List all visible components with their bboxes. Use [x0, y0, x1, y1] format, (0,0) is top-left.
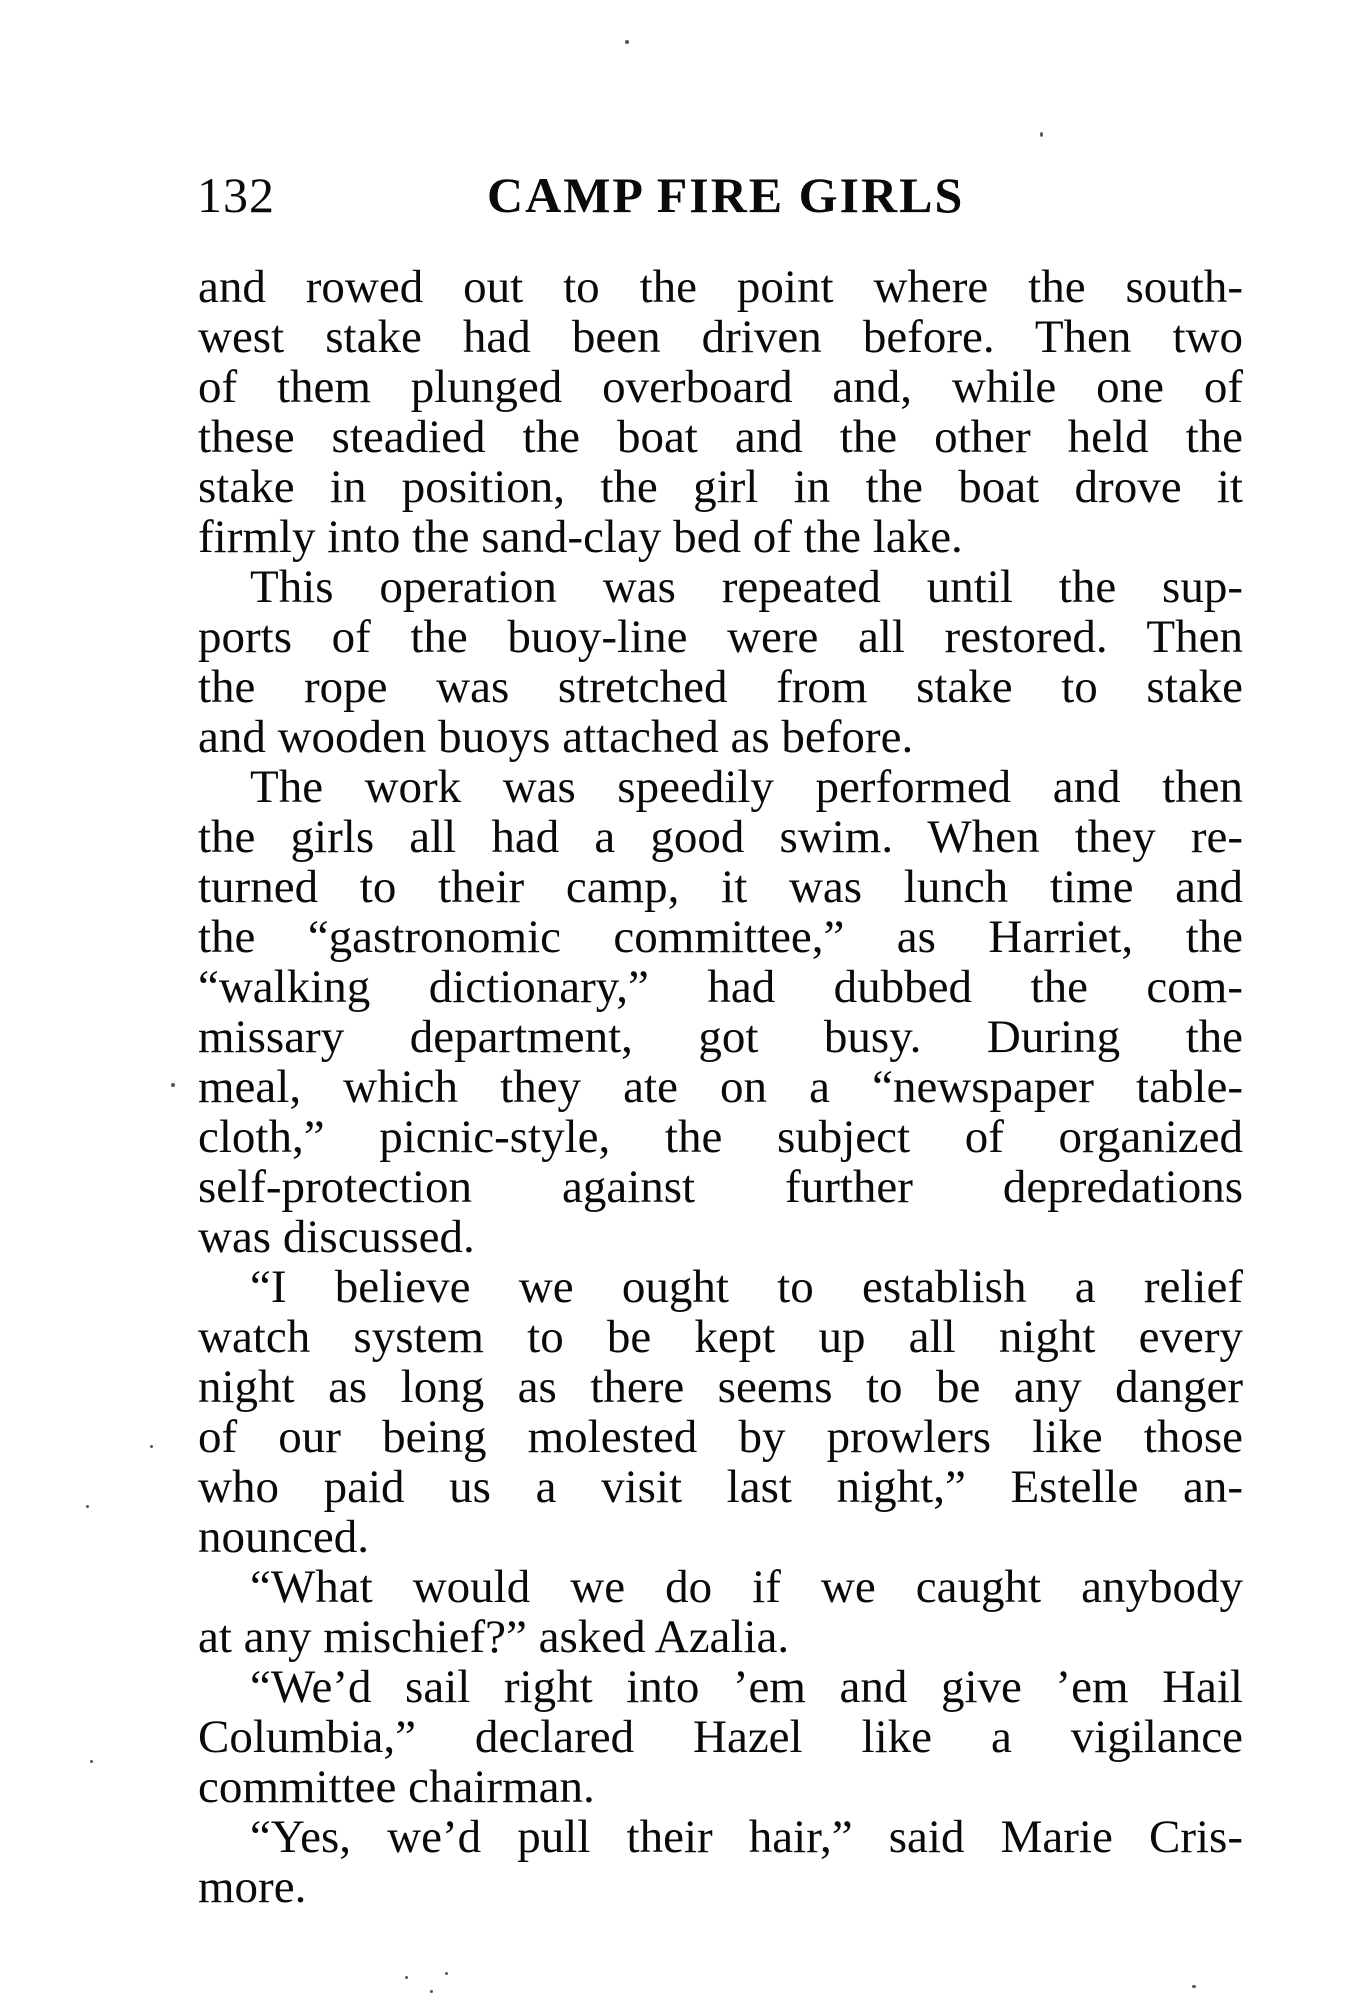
speck: [405, 1976, 408, 1979]
text-line: turned to their camp, it was lunch time and: [198, 861, 1243, 913]
text-line: night as long as there seems to be any danger: [198, 1361, 1243, 1413]
speck: [86, 1505, 89, 1508]
text-line: “Yes, we’d pull their hair,” said Marie Cris-: [250, 1811, 1243, 1863]
text-line: cloth,” picnic-style, the subject of organized: [198, 1111, 1243, 1163]
text-line: firmly into the sand-clay bed of the lake.: [198, 511, 963, 563]
text-line: self-protection against further depredations: [198, 1161, 1243, 1213]
text-line: “We’d sail right into ’em and give ’em Hail: [250, 1661, 1243, 1713]
running-title: CAMP FIRE GIRLS: [487, 167, 965, 223]
text-line: nounced.: [198, 1511, 369, 1563]
speck: [1192, 1985, 1196, 1988]
speck: [1040, 132, 1043, 137]
text-line: was discussed.: [198, 1211, 475, 1263]
text-line: stake in position, the girl in the boat drove it: [198, 461, 1243, 513]
text-line: watch system to be kept up all night every: [198, 1311, 1243, 1363]
text-line: of them plunged overboard and, while one of: [198, 361, 1243, 413]
text-line: “walking dictionary,” had dubbed the com-: [198, 961, 1243, 1013]
text-line: of our being molested by prowlers like those: [198, 1411, 1243, 1463]
text-line: and rowed out to the point where the south-: [198, 261, 1243, 313]
text-line: the rope was stretched from stake to stake: [198, 661, 1243, 713]
text-line: missary department, got busy. During the: [198, 1011, 1243, 1063]
text-line: these steadied the boat and the other held the: [198, 411, 1243, 463]
running-head: [197, 160, 997, 230]
text-line: “I believe we ought to establish a relief: [250, 1261, 1243, 1313]
speck: [171, 1083, 175, 1087]
text-line: meal, which they ate on a “newspaper table-: [198, 1061, 1243, 1113]
text-line: Columbia,” declared Hazel like a vigilance: [198, 1711, 1243, 1763]
text-line: at any mischief?” asked Azalia.: [198, 1611, 790, 1663]
speck: [445, 1972, 448, 1975]
text-line: ports of the buoy-line were all restored. Then: [198, 611, 1243, 663]
text-line: and wooden buoys attached as before.: [198, 711, 914, 763]
text-line: who paid us a visit last night,” Estelle an-: [198, 1461, 1243, 1513]
body-text: [198, 262, 1243, 1912]
text-line: committee chairman.: [198, 1761, 595, 1813]
page-number: 132: [197, 167, 275, 223]
speck: [90, 1760, 93, 1763]
speck: [625, 40, 629, 44]
text-line: west stake had been driven before. Then two: [198, 311, 1243, 363]
text-line: The work was speedily performed and then: [250, 761, 1243, 813]
text-line: This operation was repeated until the sup-: [250, 561, 1243, 613]
text-line: the girls all had a good swim. When they re-: [198, 811, 1243, 863]
speck: [150, 1445, 153, 1448]
text-line: more.: [198, 1861, 307, 1913]
text-line: the “gastronomic committee,” as Harriet, the: [198, 911, 1243, 963]
speck: [430, 1990, 433, 1993]
text-line: “What would we do if we caught anybody: [250, 1561, 1243, 1613]
